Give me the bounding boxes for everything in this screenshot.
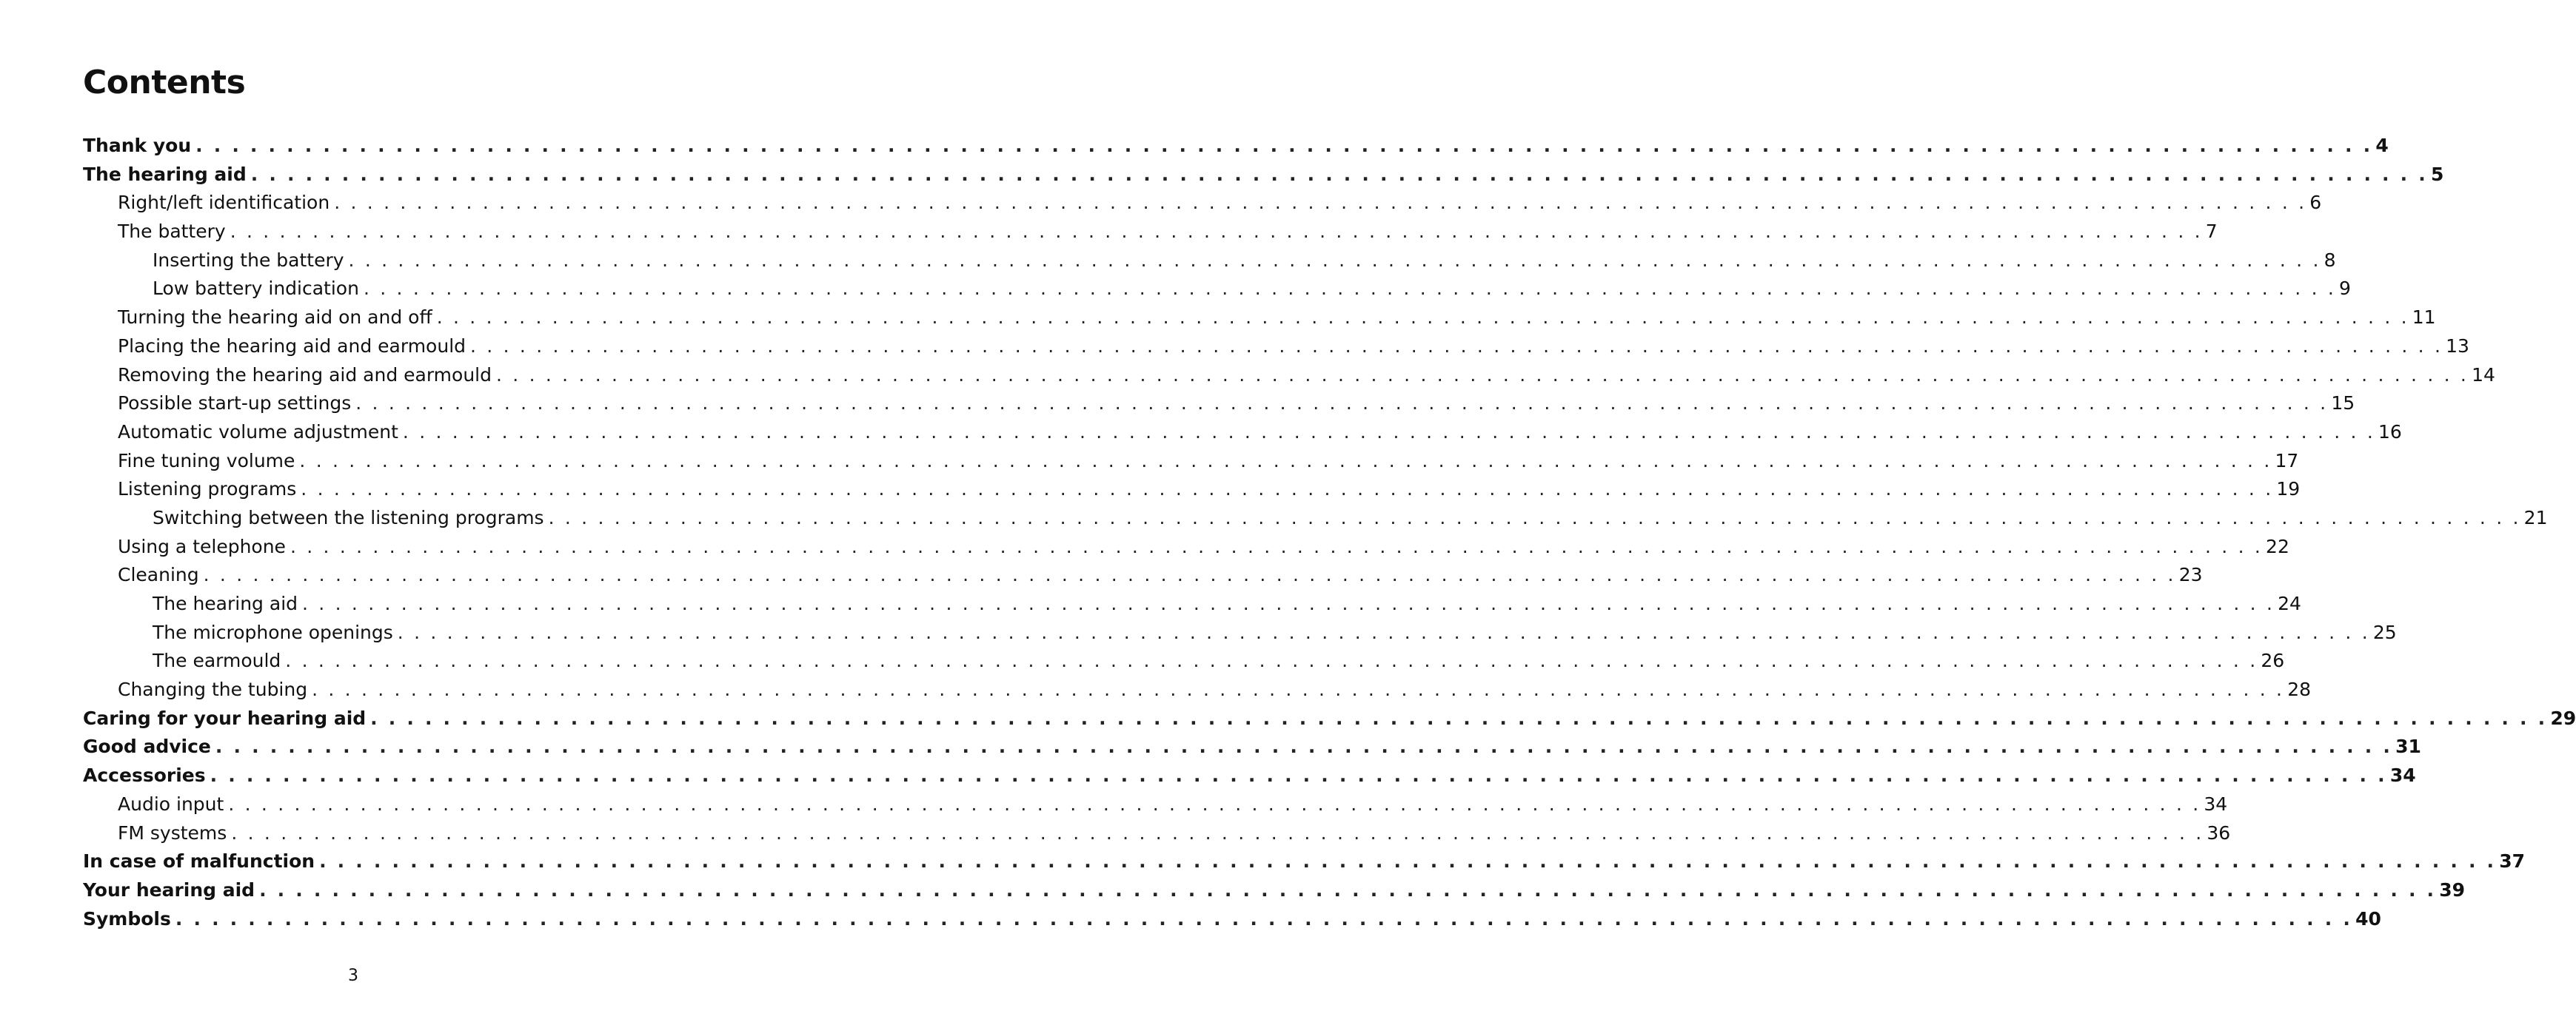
toc-entry-label: Thank you <box>83 135 192 156</box>
toc-entry[interactable] <box>83 303 2436 332</box>
toc-entry[interactable] <box>83 161 2444 189</box>
dot-leader: . . . . . . . . . . . . . . . . . . . . . . . . . . . . . . . . . . . . . . . . . . . . . . . . . . . . . . . . . . . . . . . . . . . . . . . . . . . . . . . . . . . . . . . . . . . . . . . . . . . . . . . . . . . . . . . . . . . . . . . . <box>348 249 2321 271</box>
toc-entry-label: Your hearing aid <box>83 878 255 901</box>
toc-entry[interactable] <box>83 447 2299 476</box>
toc-entry-label: The battery <box>118 221 226 243</box>
toc-entry-label: Caring for your hearing aid <box>83 707 367 729</box>
toc-entry-label: Audio input <box>118 793 224 815</box>
toc-entry-page: 19 <box>2276 478 2301 500</box>
toc-entry[interactable] <box>83 132 2389 161</box>
page-number: 3 <box>348 967 358 985</box>
toc-entry-page: 37 <box>2499 850 2526 873</box>
dot-leader: . . . . . . . . . . . . . . . . . . . . . . . . . . . . . . . . . . . . . . . . . . . . . . . . . . . . . . . . . . . . . . . . . . . . . . . . . . . . . . . . . . . . . . . . . . . . . . . . . . . . . . . . . . . . . . . . . . . . . . . . <box>299 449 2272 471</box>
toc-entry-page: 8 <box>2324 249 2336 271</box>
toc-entry-label: Symbols <box>83 907 171 930</box>
toc-entry-label: The hearing aid <box>153 593 298 614</box>
toc-entry[interactable] <box>83 475 2301 504</box>
toc-entry[interactable] <box>83 790 2228 819</box>
dot-leader: . . . . . . . . . . . . . . . . . . . . . . . . . . . . . . . . . . . . . . . . . . . . . . . . . . . . . . . . . . . . . . . . . . . . . . . . . . . . . . . . . . . . . . . . . . . . . . . . . . . . . . . . . . . . . . . . . . . . . . . . <box>285 650 2258 672</box>
toc-entry-page: 21 <box>2523 506 2548 528</box>
toc-entry-page: 34 <box>2204 793 2228 815</box>
toc-entry[interactable] <box>83 275 2351 303</box>
dot-leader: . . . . . . . . . . . . . . . . . . . . . . . . . . . . . . . . . . . . . . . . . . . . . . . . . . . . . . . . . . . . . . . . . . . . . . . . . . . . . . . . . . . . . . . . . . . . . . . . . . . . . . . . . . . . . . . . . . . . . . . . <box>436 306 2409 329</box>
toc-entry-page: 13 <box>2446 335 2469 357</box>
dot-leader: . . . . . . . . . . . . . . . . . . . . . . . . . . . . . . . . . . . . . . . . . . . . . . . . . . . . . . . . . . . . . . . . . . . . . . . . . . . . . . . . . . . . . . . . . . . . . . . . . . . . . . . . . . . . . . . . . . . . . . . . <box>301 478 2274 500</box>
toc-entry-page: 23 <box>2178 564 2203 586</box>
toc-entry[interactable] <box>83 647 2285 676</box>
toc-entry[interactable] <box>83 705 2576 733</box>
toc-entry-label: FM systems <box>118 822 227 844</box>
toc-entry-label: Turning the hearing aid on and off <box>118 306 432 329</box>
toc-entry-page: 16 <box>2378 420 2402 443</box>
toc-entry-label: Removing the hearing aid and earmould <box>118 363 492 386</box>
toc-entry[interactable] <box>83 389 2355 418</box>
toc-entry[interactable] <box>83 361 2495 390</box>
toc-entry-label: Using a telephone <box>118 535 286 557</box>
toc-entry[interactable] <box>83 619 2397 648</box>
dot-leader: . . . . . . . . . . . . . . . . . . . . . . . . . . . . . . . . . . . . . . . . . . . . . . . . . . . . . . . . . . . . . . . . . . . . . . . . . . . . . . . . . . . . . . . . . . . . . . . . . . . . . . . . . . . . . . . . . . . . . . . . <box>402 420 2375 443</box>
toc-entry-label: Good advice <box>83 736 211 758</box>
toc-entry-page: 7 <box>2205 221 2218 243</box>
toc-entry[interactable] <box>83 418 2402 447</box>
toc-entry[interactable] <box>83 590 2301 619</box>
toc-entry-page: 22 <box>2266 535 2289 557</box>
toc-entry-page: 29 <box>2550 707 2576 729</box>
toc-entry-page: 26 <box>2261 650 2285 672</box>
toc-entry-label: Inserting the battery <box>153 249 344 271</box>
toc-entry-label: The hearing aid <box>83 163 247 185</box>
dot-leader: . . . . . . . . . . . . . . . . . . . . . . . . . . . . . . . . . . . . . . . . . . . . . . . . . . . . . . . . . . . . . . . . . . . . . . . . . . . . . . . . . . . . . . . . . . . . . . . . . . . . . . . . . . . . . . . . . . . . . . . . <box>496 363 2469 386</box>
toc-entry-page: 5 <box>2430 163 2444 185</box>
dot-leader: . . . . . . . . . . . . . . . . . . . . . . . . . . . . . . . . . . . . . . . . . . . . . . . . . . . . . . . . . . . . . . . . . . . . . . . . . . . . . . . . . . . . . . . . . . . . . . . . . . . . . . . . . . . . . . . . . . . . . . . . <box>302 593 2275 614</box>
dot-leader: . . . . . . . . . . . . . . . . . . . . . . . . . . . . . . . . . . . . . . . . . . . . . . . . . . . . . . . . . . . . . . . . . . . . . . . . . . . . . . . . . . . . . . . . . . . . . . . . . . . . . . . . . . . . . . . . . . . . . . . . <box>215 736 2393 758</box>
toc-entry-label: Cleaning <box>118 564 199 586</box>
toc-entry-label: Automatic volume adjustment <box>118 420 398 443</box>
toc-entry[interactable] <box>83 819 2231 848</box>
dot-leader: . . . . . . . . . . . . . . . . . . . . . . . . . . . . . . . . . . . . . . . . . . . . . . . . . . . . . . . . . . . . . . . . . . . . . . . . . . . . . . . . . . . . . . . . . . . . . . . . . . . . . . . . . . . . . . . . . . . . . . . . <box>195 135 2373 156</box>
toc-entry-page: 9 <box>2339 278 2351 300</box>
toc-entry[interactable] <box>83 332 2469 361</box>
toc-entry-label: Accessories <box>83 765 206 787</box>
toc-entry-page: 34 <box>2389 765 2416 787</box>
toc-entry-label: Fine tuning volume <box>118 449 295 471</box>
toc-entry-page: 6 <box>2309 192 2322 214</box>
toc-entry[interactable] <box>83 246 2336 275</box>
toc-entry-page: 36 <box>2207 822 2231 844</box>
toc-entry-page: 31 <box>2395 736 2421 758</box>
toc-entry-label: Possible start-up settings <box>118 392 352 414</box>
dot-leader: . . . . . . . . . . . . . . . . . . . . . . . . . . . . . . . . . . . . . . . . . . . . . . . . . . . . . . . . . . . . . . . . . . . . . . . . . . . . . . . . . . . . . . . . . . . . . . . . . . . . . . . . . . . . . . . . . . . . . . . . <box>228 793 2201 815</box>
dot-leader: . . . . . . . . . . . . . . . . . . . . . . . . . . . . . . . . . . . . . . . . . . . . . . . . . . . . . . . . . . . . . . . . . . . . . . . . . . . . . . . . . . . . . . . . . . . . . . . . . . . . . . . . . . . . . . . . . . . . . . . . <box>355 392 2329 414</box>
dot-leader: . . . . . . . . . . . . . . . . . . . . . . . . . . . . . . . . . . . . . . . . . . . . . . . . . . . . . . . . . . . . . . . . . . . . . . . . . . . . . . . . . . . . . . . . . . . . . . . . . . . . . . . . . . . . . . . . . . . . . . . . <box>312 679 2285 701</box>
toc-entry-page: 11 <box>2412 306 2436 329</box>
toc-entry[interactable] <box>83 504 2548 533</box>
toc-entry[interactable] <box>83 847 2526 876</box>
dot-leader: . . . . . . . . . . . . . . . . . . . . . . . . . . . . . . . . . . . . . . . . . . . . . . . . . . . . . . . . . . . . . . . . . . . . . . . . . . . . . . . . . . . . . . . . . . . . . . . . . . . . . . . . . . . . . . . . . . . . . . . . <box>319 850 2497 873</box>
toc-entry-page: 4 <box>2375 135 2389 156</box>
dot-leader: . . . . . . . . . . . . . . . . . . . . . . . . . . . . . . . . . . . . . . . . . . . . . . . . . . . . . . . . . . . . . . . . . . . . . . . . . . . . . . . . . . . . . . . . . . . . . . . . . . . . . . . . . . . . . . . . . . . . . . . . <box>259 878 2437 901</box>
toc-entry-label: Placing the hearing aid and earmould <box>118 335 466 357</box>
toc-entry-page: 40 <box>2355 907 2381 930</box>
dot-leader: . . . . . . . . . . . . . . . . . . . . . . . . . . . . . . . . . . . . . . . . . . . . . . . . . . . . . . . . . . . . . . . . . . . . . . . . . . . . . . . . . . . . . . . . . . . . . . . . . . . . . . . . . . . . . . . . . . . . . . . . <box>203 564 2176 586</box>
toc-entry-page: 24 <box>2278 593 2301 614</box>
toc-entry-label: The microphone openings <box>153 621 393 643</box>
toc-entry-label: Switching between the listening programs <box>153 506 544 528</box>
page-title: Contents <box>83 64 246 101</box>
toc-entry[interactable] <box>83 533 2289 562</box>
dot-leader: . . . . . . . . . . . . . . . . . . . . . . . . . . . . . . . . . . . . . . . . . . . . . . . . . . . . . . . . . . . . . . . . . . . . . . . . . . . . . . . . . . . . . . . . . . . . . . . . . . . . . . . . . . . . . . . . . . . . . . . . <box>334 192 2307 214</box>
toc-entry[interactable] <box>83 189 2322 218</box>
dot-leader: . . . . . . . . . . . . . . . . . . . . . . . . . . . . . . . . . . . . . . . . . . . . . . . . . . . . . . . . . . . . . . . . . . . . . . . . . . . . . . . . . . . . . . . . . . . . . . . . . . . . . . . . . . . . . . . . . . . . . . . . <box>363 278 2337 300</box>
table-of-contents <box>83 132 2576 933</box>
toc-entry-page: 15 <box>2331 392 2355 414</box>
dot-leader: . . . . . . . . . . . . . . . . . . . . . . . . . . . . . . . . . . . . . . . . . . . . . . . . . . . . . . . . . . . . . . . . . . . . . . . . . . . . . . . . . . . . . . . . . . . . . . . . . . . . . . . . . . . . . . . . . . . . . . . . <box>470 335 2443 357</box>
toc-entry[interactable] <box>83 733 2421 762</box>
dot-leader: . . . . . . . . . . . . . . . . . . . . . . . . . . . . . . . . . . . . . . . . . . . . . . . . . . . . . . . . . . . . . . . . . . . . . . . . . . . . . . . . . . . . . . . . . . . . . . . . . . . . . . . . . . . . . . . . . . . . . . . . <box>290 535 2264 557</box>
toc-entry[interactable] <box>83 218 2218 246</box>
toc-entry-page: 25 <box>2372 621 2397 643</box>
toc-entry-page: 28 <box>2287 679 2311 701</box>
dot-leader: . . . . . . . . . . . . . . . . . . . . . . . . . . . . . . . . . . . . . . . . . . . . . . . . . . . . . . . . . . . . . . . . . . . . . . . . . . . . . . . . . . . . . . . . . . . . . . . . . . . . . . . . . . . . . . . . . . . . . . . . <box>548 506 2521 528</box>
toc-entry-label: The earmould <box>153 650 281 672</box>
toc-entry[interactable] <box>83 676 2311 705</box>
toc-entry-page: 14 <box>2472 363 2495 386</box>
dot-leader: . . . . . . . . . . . . . . . . . . . . . . . . . . . . . . . . . . . . . . . . . . . . . . . . . . . . . . . . . . . . . . . . . . . . . . . . . . . . . . . . . . . . . . . . . . . . . . . . . . . . . . . . . . . . . . . . . . . . . . . . <box>230 221 2203 243</box>
dot-leader: . . . . . . . . . . . . . . . . . . . . . . . . . . . . . . . . . . . . . . . . . . . . . . . . . . . . . . . . . . . . . . . . . . . . . . . . . . . . . . . . . . . . . . . . . . . . . . . . . . . . . . . . . . . . . . . . . . . . . . . . <box>397 621 2370 643</box>
toc-entry-page: 39 <box>2439 878 2466 901</box>
dot-leader: . . . . . . . . . . . . . . . . . . . . . . . . . . . . . . . . . . . . . . . . . . . . . . . . . . . . . . . . . . . . . . . . . . . . . . . . . . . . . . . . . . . . . . . . . . . . . . . . . . . . . . . . . . . . . . . . . . . . . . . . <box>210 765 2387 787</box>
toc-entry[interactable] <box>83 762 2416 790</box>
toc-entry[interactable] <box>83 561 2203 590</box>
toc-entry-label: Right/left identification <box>118 192 330 214</box>
dot-leader: . . . . . . . . . . . . . . . . . . . . . . . . . . . . . . . . . . . . . . . . . . . . . . . . . . . . . . . . . . . . . . . . . . . . . . . . . . . . . . . . . . . . . . . . . . . . . . . . . . . . . . . . . . . . . . . . . . . . . . . . <box>370 707 2548 729</box>
toc-entry-label: Low battery indication <box>153 278 359 300</box>
dot-leader: . . . . . . . . . . . . . . . . . . . . . . . . . . . . . . . . . . . . . . . . . . . . . . . . . . . . . . . . . . . . . . . . . . . . . . . . . . . . . . . . . . . . . . . . . . . . . . . . . . . . . . . . . . . . . . . . . . . . . . . . <box>231 822 2204 844</box>
toc-entry-page: 17 <box>2275 449 2299 471</box>
dot-leader: . . . . . . . . . . . . . . . . . . . . . . . . . . . . . . . . . . . . . . . . . . . . . . . . . . . . . . . . . . . . . . . . . . . . . . . . . . . . . . . . . . . . . . . . . . . . . . . . . . . . . . . . . . . . . . . . . . . . . . . . <box>175 907 2353 930</box>
toc-entry-label: Changing the tubing <box>118 679 308 701</box>
toc-entry[interactable] <box>83 876 2466 905</box>
dot-leader: . . . . . . . . . . . . . . . . . . . . . . . . . . . . . . . . . . . . . . . . . . . . . . . . . . . . . . . . . . . . . . . . . . . . . . . . . . . . . . . . . . . . . . . . . . . . . . . . . . . . . . . . . . . . . . . . . . . . . . . . <box>250 163 2428 185</box>
toc-entry-label: In case of malfunction <box>83 850 315 873</box>
toc-entry[interactable] <box>83 905 2381 934</box>
toc-entry-label: Listening programs <box>118 478 297 500</box>
